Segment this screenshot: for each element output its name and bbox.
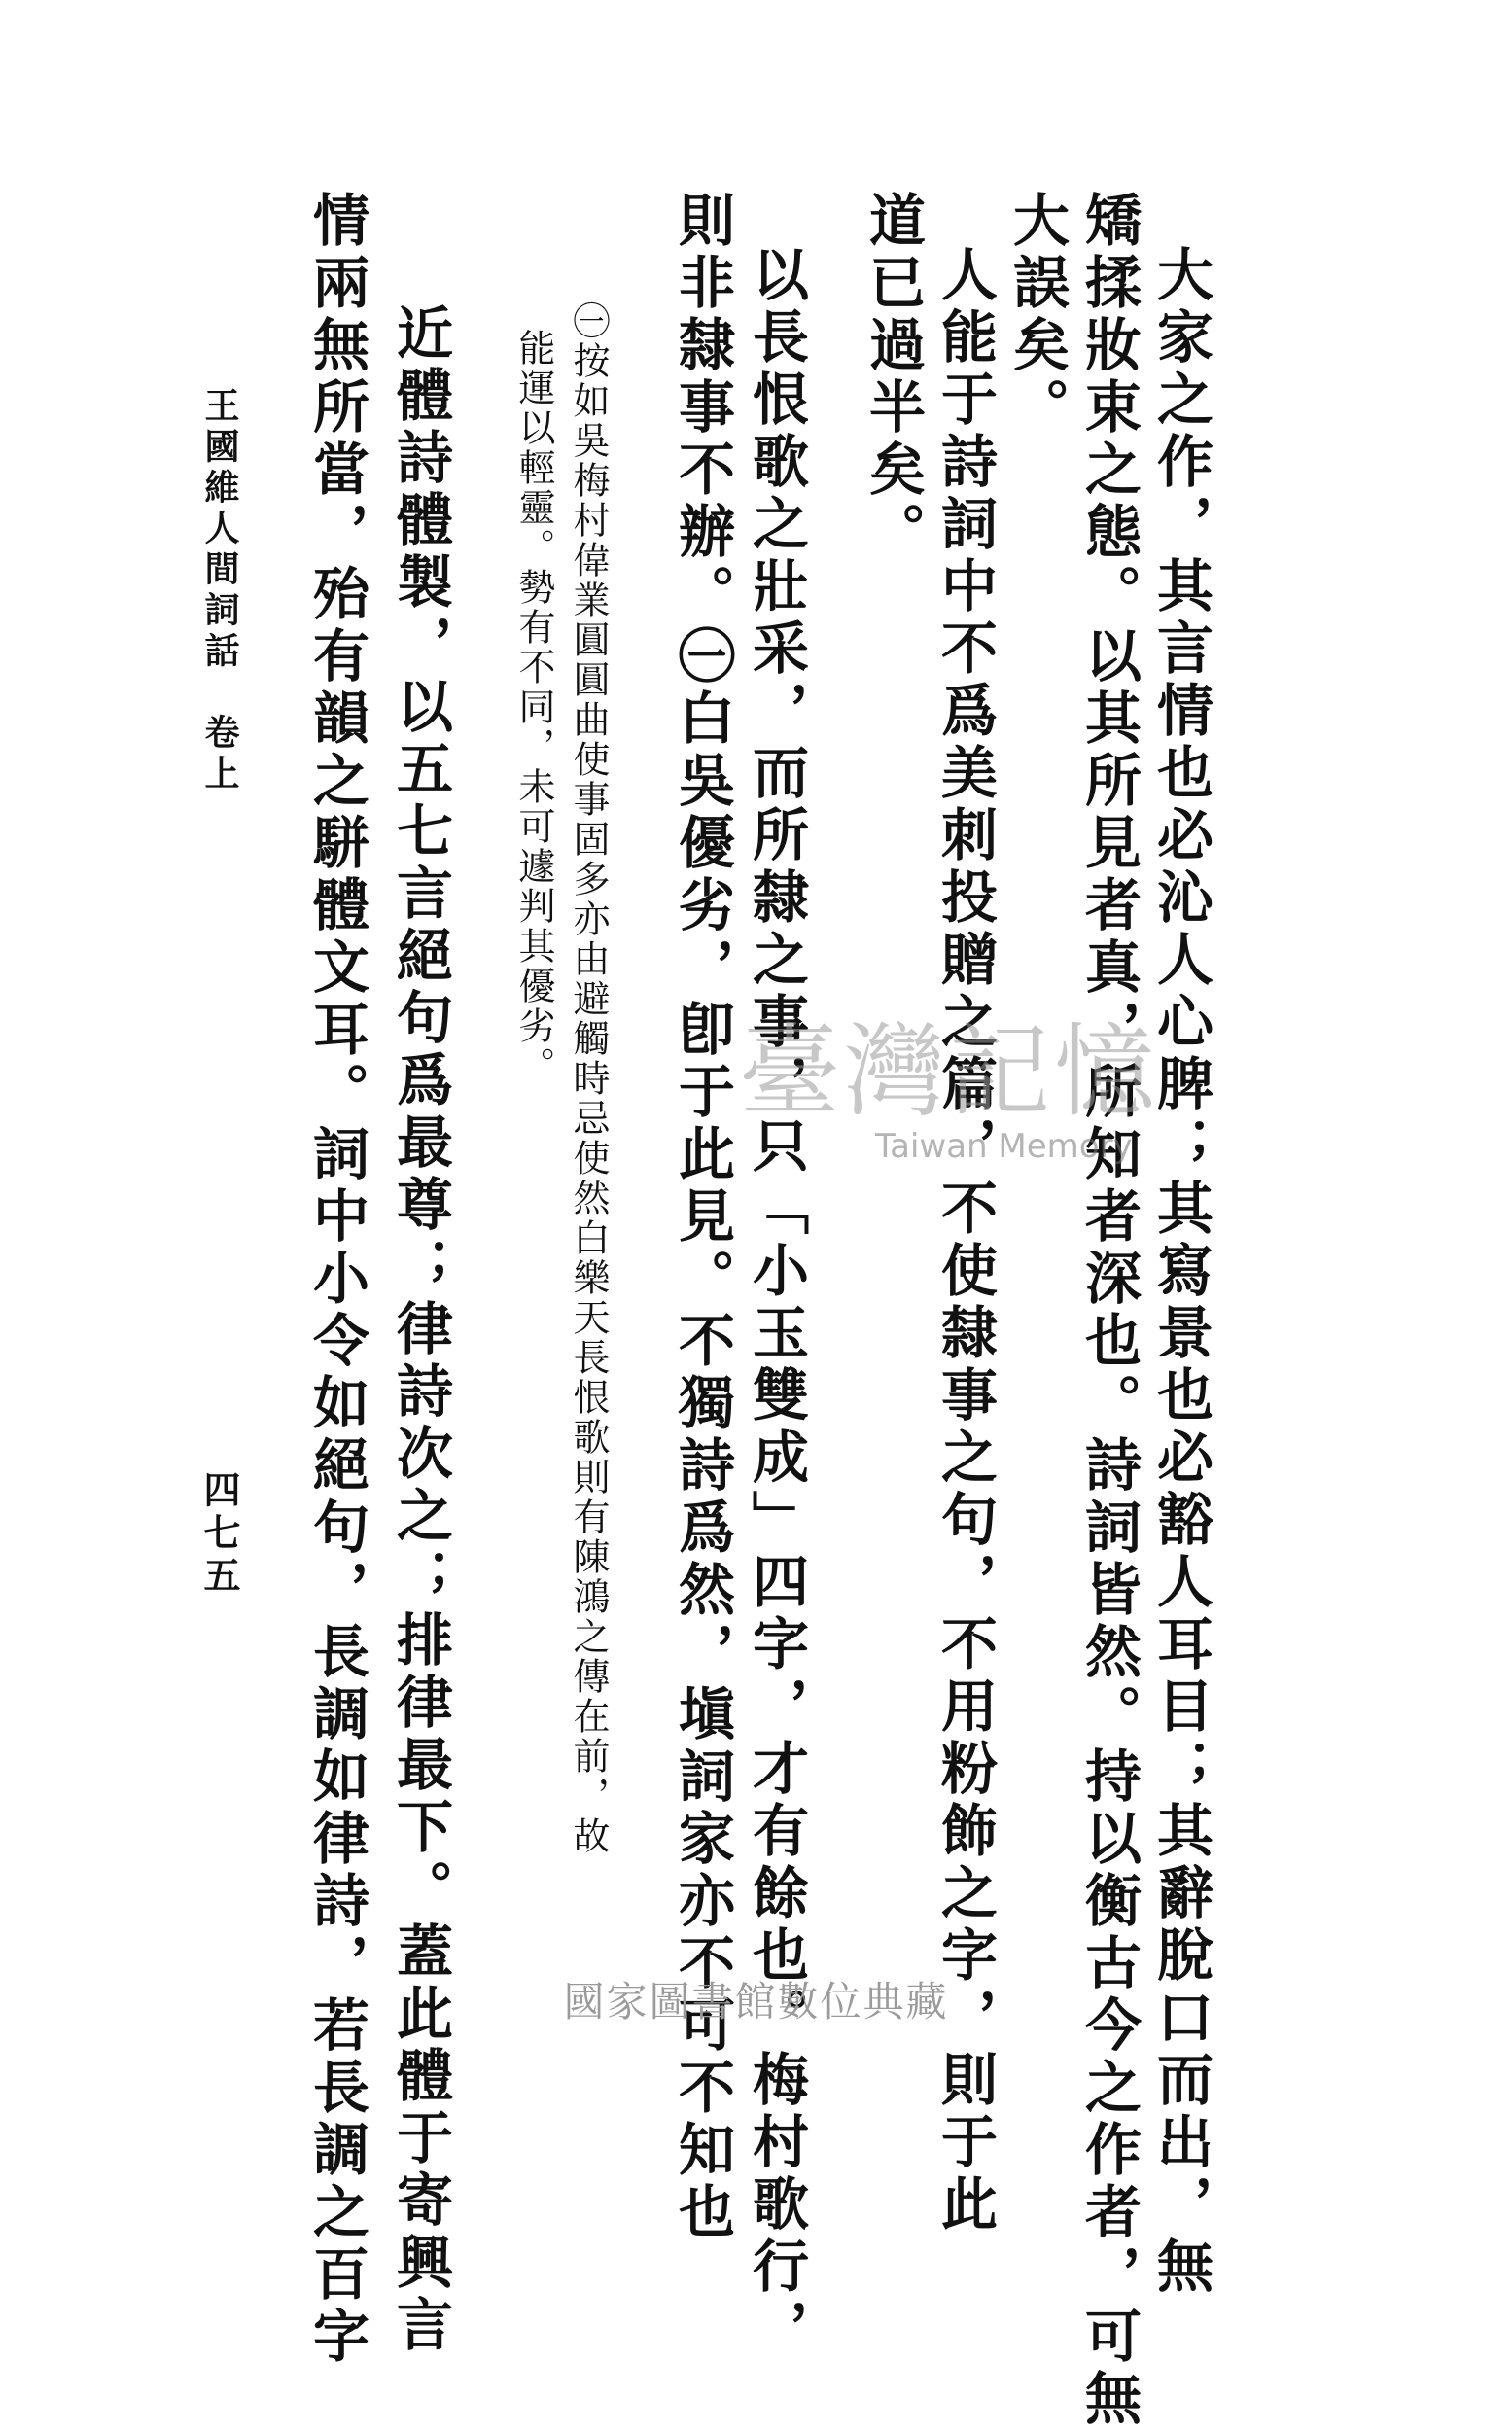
text-column: 人能于詩詞中不爲美刺投贈之篇，不使隸事之句，不用粉飾之字，則于此 [932,245,998,2237]
watermark [739,1012,1206,1177]
text-column: 近體詩體製，以五七言絕句爲最尊；律詩次之；排律最下。蓋此體于寄興言 [387,303,453,2357]
text-column: 矯揉妝束之態。以其所見者真，所知者深也。詩詞皆然。持以衡古今之作者，可無 [1075,191,1142,2431]
annotation-column: ㊀按如吳梅村偉業圓圓曲使事固多亦由避觸時忌使然白樂天長恨歌則有陳鴻之傳在前，故 [567,301,610,1856]
margin-title: 王國維人間詞話 卷上 [199,387,240,795]
text-column: 大誤矣。 [1003,191,1070,440]
text-column: 則非隸事不辦。㊀白吳優劣，卽于此見。不獨詩爲然，塡詞家亦不可不知也 [669,191,735,2244]
text-column: 情兩無所當，殆有韻之駢體文耳。詞中小令如絕句，長調如律詩，若長調之百字 [303,191,369,2369]
annotation-column: 能運以輕靈。勢有不同，未可遽判其優劣。 [512,329,555,1086]
footer-credit: 國家圖書館數位典藏 [563,1978,949,2026]
watermark-subtitle: Taiwan Memory [875,1127,1133,1166]
text-column: 大家之作，其言情也必沁人心脾；其寫景也必豁人耳目；其辭脫口而出，無 [1147,245,1213,2299]
text-column: 道已過半矣。 [860,191,926,564]
text-column: 以長恨歌之壯采，而所隸之事，只「小玉雙成」四字，才有餘也。梅村歌行， [743,245,809,2361]
page-number: 四七五 [197,1470,241,1599]
watermark-logo: 臺灣記憶 [739,1012,1160,1131]
